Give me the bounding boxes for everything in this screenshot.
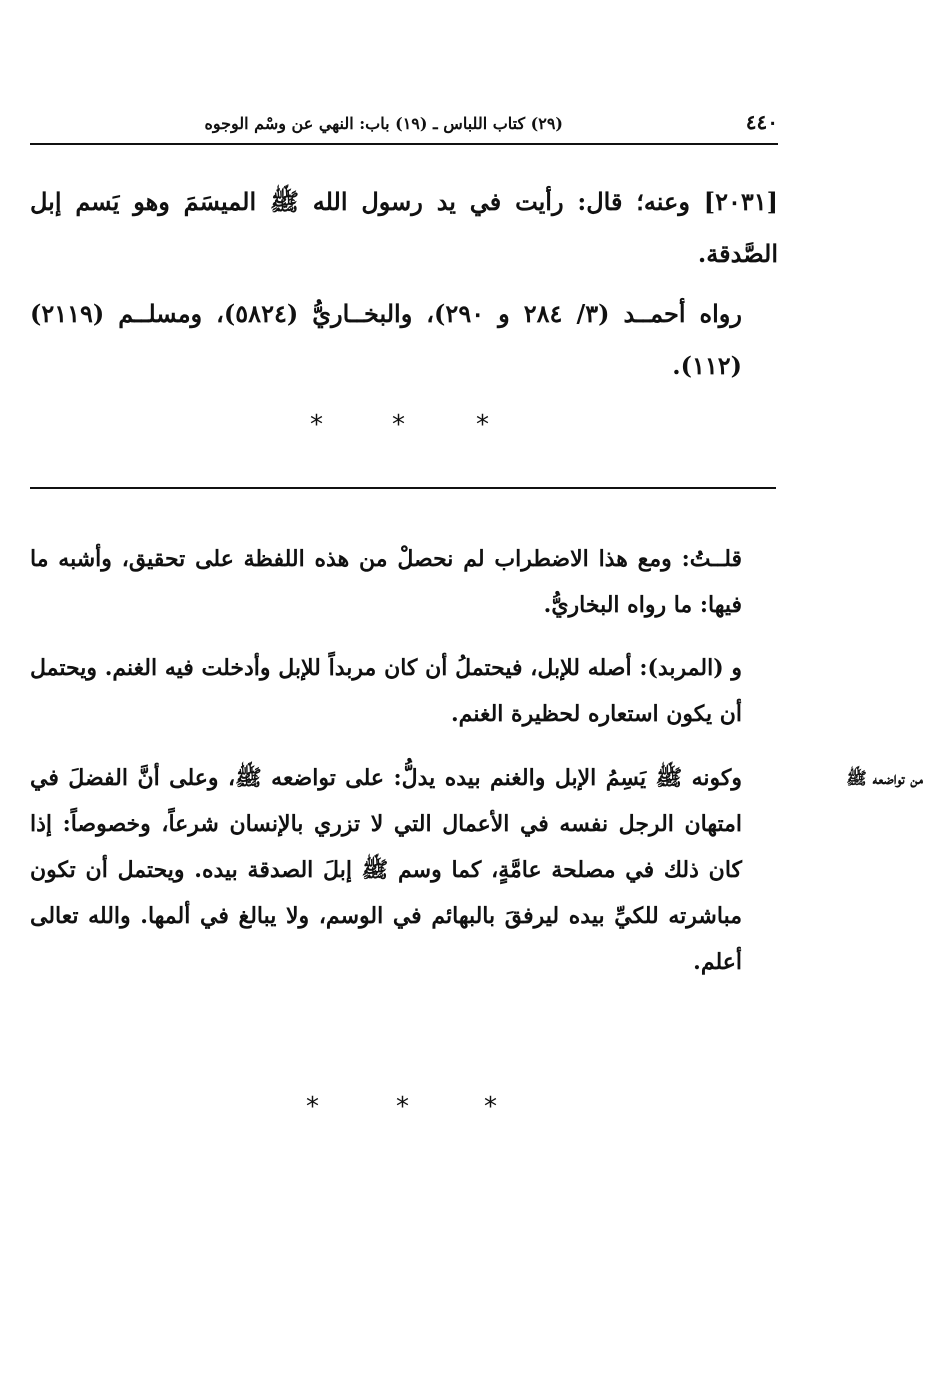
end-stars: [300, 1094, 520, 1124]
commentary-paragraph-2: و (المربد): أصله للإبل، فيحتملُ أن كان مربداً للإبل وأدخلت فيه الغنم. ويحتمل أن يكون استعاره لحظيرة الغنم.: [30, 655, 742, 727]
end-star: *: [396, 1092, 409, 1122]
commentary-paragraph-1: قلــتُ: ومع هذا الاضطراب لم نحصلْ من هذه اللفظة على تحقيق، وأشبه ما فيها: ما رواه البخاريُّ.: [30, 546, 742, 618]
page-number: ٤٤٠: [745, 110, 778, 134]
end-star: *: [306, 1092, 319, 1122]
separator-star: *: [310, 410, 323, 440]
running-title: (٢٩) كتاب اللباس ـ (١٩) باب: النهي عن وسْم الوجوه: [204, 114, 563, 133]
hadith-text: [٢٠٣١] وعنه؛ قال: رأيت في يد رسول الله ﷺ الميسَمَ وهو يَسم إبل الصَّدقة.: [30, 187, 778, 268]
separator-stars: [300, 412, 520, 442]
separator-star: *: [392, 410, 405, 440]
hadith-reference: رواه أحمــد (٣/ ٢٨٤ و ٢٩٠)، والبخــاريُّ (٥٨٢٤)، ومسلــم (٢١١٩) (١١٢).: [30, 299, 742, 380]
page-header: [30, 108, 778, 144]
commentary-rule: [30, 487, 776, 489]
end-star: *: [484, 1092, 497, 1122]
margin-note: من تواضعه ﷺ: [846, 769, 923, 789]
separator-star: *: [476, 410, 489, 440]
commentary-paragraph-3: وكونه ﷺ يَسِمُ الإبل والغنم بيده يدلُّ: على تواضعه ﷺ، وعلى أنَّ الفضلَ في امتهان الرجل نفسه في الأعمال التي لا تزري بالإنسان شرعاً، وخصوصاً: إذا كان ذلك في مصلحة عامَّةٍ، كما وسم ﷺ إبلَ الصدقة بيده. ويحتمل أن تكون مباشرته للكيِّ بيده ليرفقَ بالبهائم في الوسم، ولا يبالغ في ألمها. والله تعالى أعلم.: [30, 765, 742, 975]
header-rule: [30, 143, 778, 145]
